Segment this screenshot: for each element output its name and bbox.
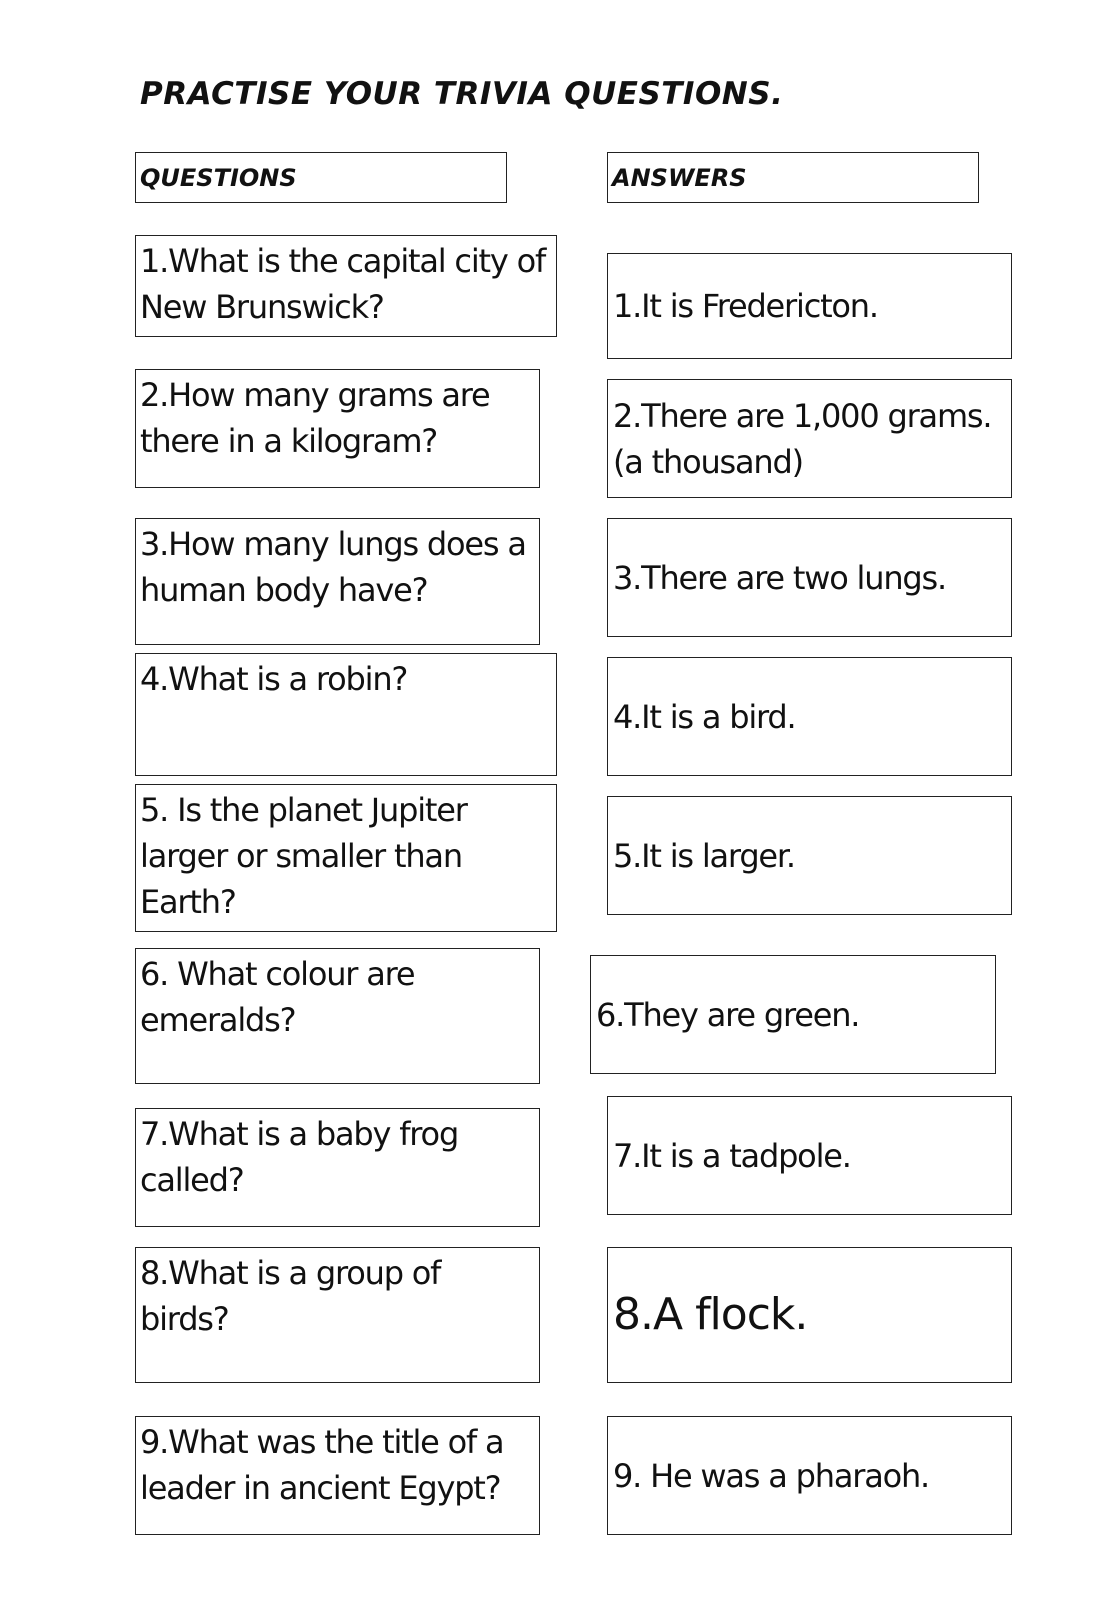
questions-header: QUESTIONS — [135, 152, 507, 203]
question-8: 8.What is a group of birds? — [135, 1247, 540, 1383]
question-1: 1.What is the capital city of New Brunswick? — [135, 235, 557, 337]
answer-1: 1.It is Fredericton. — [607, 253, 1012, 359]
question-2: 2.How many grams are there in a kilogram? — [135, 369, 540, 488]
question-3: 3.How many lungs does a human body have? — [135, 518, 540, 645]
question-4: 4.What is a robin? — [135, 653, 557, 776]
question-9: 9.What was the title of a leader in ancient Egypt? — [135, 1416, 540, 1535]
answer-5: 5.It is larger. — [607, 796, 1012, 915]
answer-2: 2.There are 1,000 grams.(a thousand) — [607, 379, 1012, 498]
page-title: PRACTISE YOUR TRIVIA QUESTIONS. — [140, 76, 784, 112]
answers-header: ANSWERS — [607, 152, 979, 203]
answer-4: 4.It is a bird. — [607, 657, 1012, 776]
answer-9: 9. He was a pharaoh. — [607, 1416, 1012, 1535]
answer-3: 3.There are two lungs. — [607, 518, 1012, 637]
answer-7: 7.It is a tadpole. — [607, 1096, 1012, 1215]
question-6: 6. What colour are emeralds? — [135, 948, 540, 1084]
answer-6: 6.They are green. — [590, 955, 996, 1074]
question-5: 5. Is the planet Jupiter larger or smaller than Earth? — [135, 784, 557, 932]
answer-8: 8.A flock. — [607, 1247, 1012, 1383]
question-7: 7.What is a baby frog called? — [135, 1108, 540, 1227]
